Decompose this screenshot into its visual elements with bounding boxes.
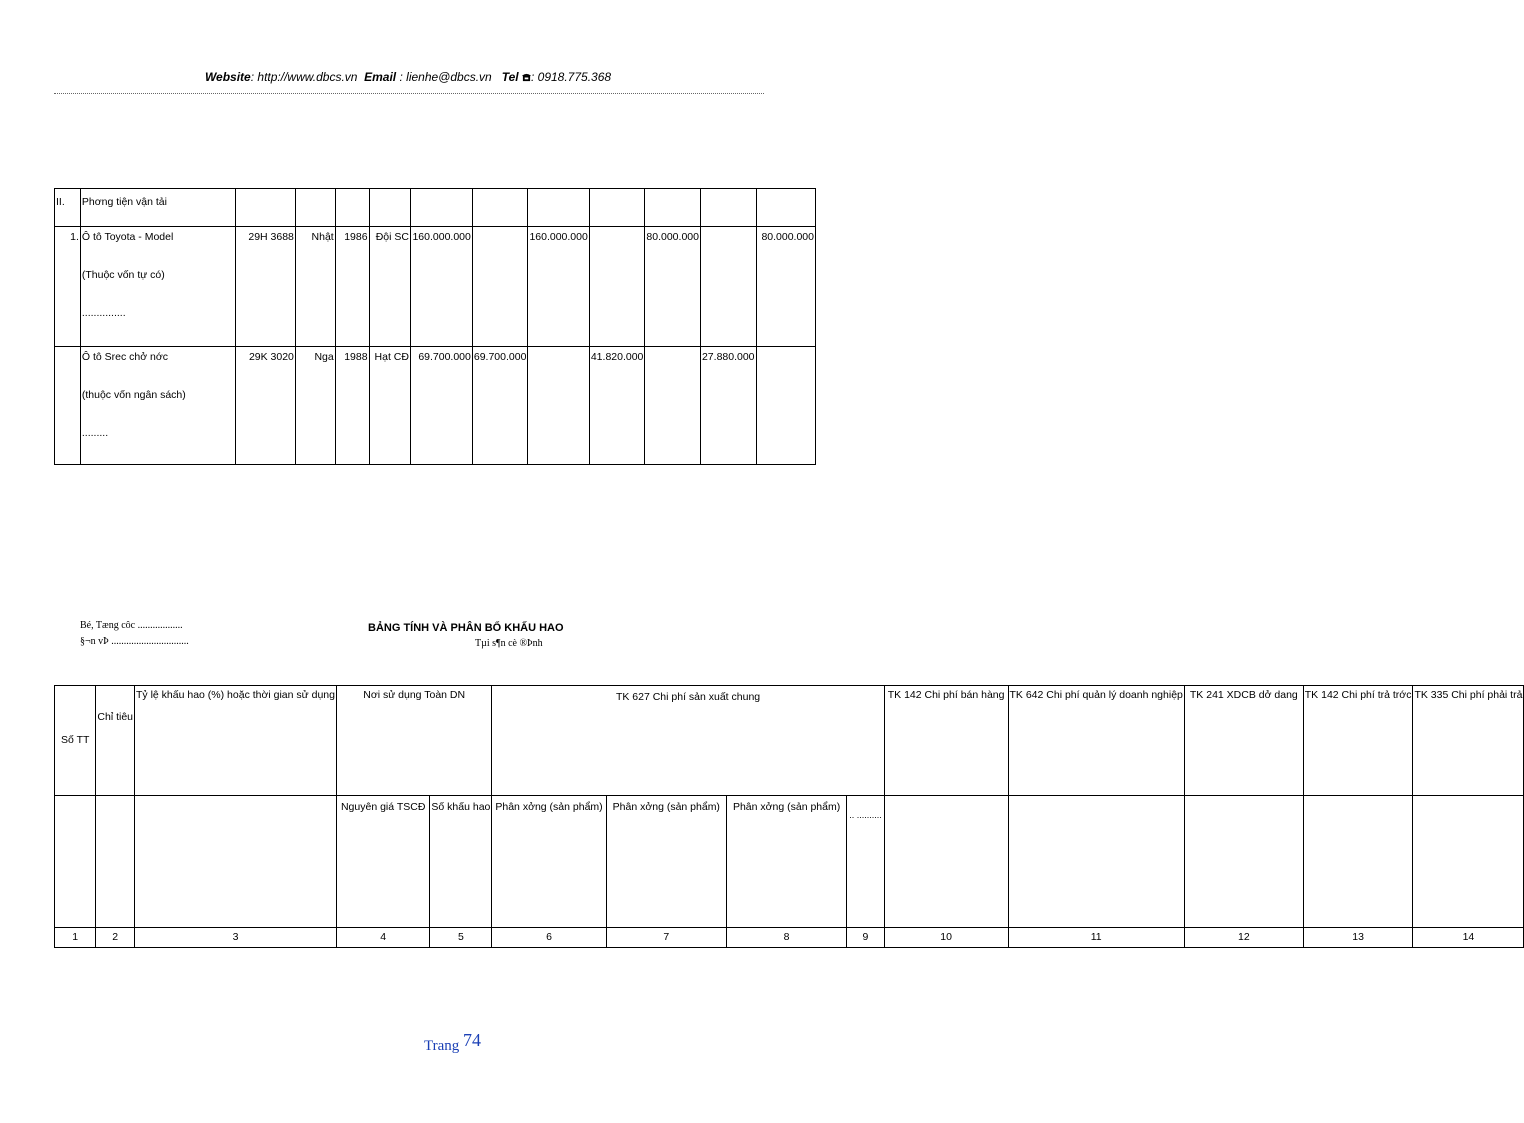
col-header-tk142b: TK 142 Chi phí trả trớc bbox=[1303, 686, 1413, 796]
page-label: Trang bbox=[424, 1038, 460, 1054]
section-subtitle: Tµi s¶n cè ®Þnh bbox=[475, 638, 543, 649]
website-value[interactable]: : http://www.dbcs.vn bbox=[250, 70, 358, 84]
row-value: 80.000.000 bbox=[645, 227, 701, 347]
website-label: Website bbox=[204, 70, 251, 84]
row-stt: 1. bbox=[55, 227, 81, 347]
row-value bbox=[756, 347, 815, 465]
table-row bbox=[55, 347, 816, 465]
row-value: 160.000.000 bbox=[528, 227, 589, 347]
col-header-tk142a: TK 142 Chi phí bán hàng bbox=[884, 686, 1008, 796]
depreciation-table bbox=[54, 685, 1524, 948]
col-header-tk335: TK 335 Chi phí phải trả bbox=[1413, 686, 1524, 796]
row-value bbox=[700, 227, 756, 347]
email-value[interactable]: : lienhe@dbcs.vn bbox=[399, 70, 492, 84]
col-header-chitieu: Chỉ tiêu bbox=[96, 686, 135, 796]
column-number: 4 bbox=[336, 928, 429, 948]
row-value bbox=[528, 347, 589, 465]
column-number: 9 bbox=[847, 928, 885, 948]
column-number: 12 bbox=[1184, 928, 1303, 948]
subheader-row bbox=[55, 796, 1524, 928]
org-line-ministry: Bé, Tæng côc .................. bbox=[80, 620, 183, 631]
subheader-sokhauhao: Số khấu hao bbox=[430, 796, 492, 928]
page-header bbox=[0, 70, 816, 84]
col-header-tyle: Tỷ lệ khấu hao (%) hoặc thời gian sử dụng bbox=[135, 686, 337, 796]
column-number: 3 bbox=[135, 928, 337, 948]
column-number: 2 bbox=[96, 928, 135, 948]
column-number: 1 bbox=[55, 928, 96, 948]
page-number bbox=[424, 1030, 482, 1055]
row-value: 27.880.000 bbox=[700, 347, 756, 465]
row-unit: Đội SC bbox=[369, 227, 410, 347]
column-number: 5 bbox=[430, 928, 492, 948]
email-label: Email bbox=[364, 70, 397, 84]
tel-label: Tel bbox=[501, 70, 519, 84]
phone-icon bbox=[522, 73, 531, 82]
column-number: 7 bbox=[606, 928, 726, 948]
header-divider bbox=[54, 93, 764, 94]
section-row bbox=[55, 189, 816, 227]
subheader-phanxuong: Phân xởng (sản phẩm) bbox=[606, 796, 726, 928]
row-country: Nga bbox=[295, 347, 335, 465]
col-header-noisudung: Nơi sử dụng Toàn DN bbox=[336, 686, 491, 796]
table-row bbox=[55, 227, 816, 347]
org-line-unit: §¬n vÞ ............................... bbox=[80, 636, 189, 647]
row-year: 1988 bbox=[335, 347, 369, 465]
subheader-nguyengia: Nguyên giá TSCĐ bbox=[336, 796, 429, 928]
row-value: 160.000.000 bbox=[410, 227, 472, 347]
column-number: 8 bbox=[726, 928, 846, 948]
col-header-tk241: TK 241 XDCB dở dang bbox=[1184, 686, 1303, 796]
row-value: 69.700.000 bbox=[410, 347, 472, 465]
column-number: 13 bbox=[1303, 928, 1413, 948]
row-value bbox=[645, 347, 701, 465]
row-unit: Hạt CĐ bbox=[369, 347, 410, 465]
column-number-row bbox=[55, 928, 1524, 948]
row-plate: 29K 3020 bbox=[235, 347, 295, 465]
row-value bbox=[472, 227, 528, 347]
row-stt bbox=[55, 347, 81, 465]
tel-value: : 0918.775.368 bbox=[530, 70, 612, 84]
row-value: 69.700.000 bbox=[472, 347, 528, 465]
subheader-phanxuong: Phân xởng (sản phẩm) bbox=[726, 796, 846, 928]
row-year: 1986 bbox=[335, 227, 369, 347]
row-value: 80.000.000 bbox=[756, 227, 815, 347]
row-value: 41.820.000 bbox=[589, 347, 645, 465]
subheader-more: .. .......... bbox=[847, 796, 885, 928]
column-number: 6 bbox=[492, 928, 606, 948]
row-plate: 29H 3688 bbox=[235, 227, 295, 347]
col-header-tk642: TK 642 Chi phí quản lý doanh nghiệp bbox=[1008, 686, 1184, 796]
row-country: Nhật bbox=[295, 227, 335, 347]
row-description: Ô tô Srec chở nớc (thuộc vốn ngân sách) ......... bbox=[80, 347, 235, 465]
section-name: Phơng tiện vận tải bbox=[80, 189, 235, 227]
page-number-value: 74 bbox=[463, 1030, 482, 1050]
section-title: BẢNG TÍNH VÀ PHÂN BỔ KHẤU HAO bbox=[368, 622, 564, 634]
asset-table bbox=[54, 188, 816, 465]
subheader-phanxuong: Phân xởng (sản phẩm) bbox=[492, 796, 606, 928]
row-value bbox=[589, 227, 645, 347]
column-number: 10 bbox=[884, 928, 1008, 948]
col-header-stt: Số TT bbox=[55, 686, 96, 796]
organization-block bbox=[80, 618, 189, 650]
column-number: 14 bbox=[1413, 928, 1524, 948]
row-description: Ô tô Toyota - Model (Thuộc vốn tự có) ............... bbox=[80, 227, 235, 347]
column-number: 11 bbox=[1008, 928, 1184, 948]
header-row bbox=[55, 686, 1524, 796]
col-header-tk627: TK 627 Chi phí sản xuất chung bbox=[492, 686, 884, 796]
section-code: II. bbox=[55, 189, 81, 227]
